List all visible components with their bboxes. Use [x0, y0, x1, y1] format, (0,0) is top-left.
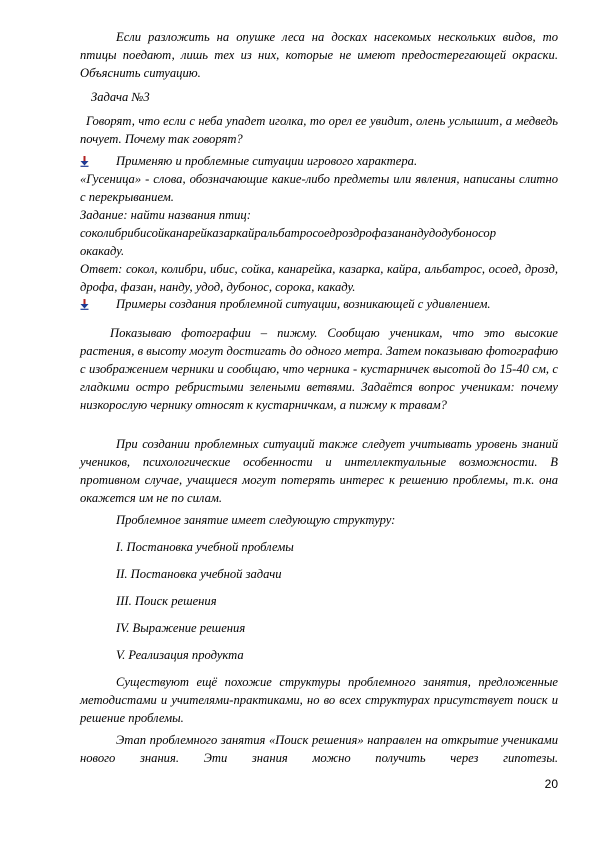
paragraph-search-solution: Этап проблемного занятия «Поиск решения» направлен на открытие учениками нового знания. Эти знания можно получить через гипотезы.: [80, 733, 558, 765]
page-number: 20: [544, 777, 558, 791]
paragraph-tansy-blueberry: Показываю фотографии – пижму. Сообщаю ученикам, что это высокие растения, в высоту могут достигать до одного метра. Затем показываю фотографию с изображением черники и сообщаю, что черника - кустарничек высотой до 15-40 см, с гладкими остро ребристыми зелеными ветвями. Задаётся вопрос ученикам: почему низкорослую чернику относят к кустарничкам, а пижму к травам?: [80, 326, 558, 412]
structure-item-5: V. Реализация продукта: [116, 648, 244, 662]
paragraph-similar-structures: Существуют ещё похожие структуры проблемного занятия, предложенные методистами и учителями-практиками, но во всех структурах присутствует поиск и решение проблемы.: [80, 675, 558, 725]
structure-item-1: I. Постановка учебной проблемы: [116, 540, 294, 554]
paragraph-knowledge-level: При создании проблемных ситуаций также следует учитывать уровень знаний учеников, психологические особенности и интеллектуальные возможности. В противном случае, учащиеся могут потерять интерес к решению проблемы, т.к. она окажется им не по силам.: [80, 437, 558, 505]
structure-item-2: II. Постановка учебной задачи: [116, 567, 282, 581]
structure-item-4: IV. Выражение решения: [116, 621, 246, 635]
bullet-game-situations: Применяю и проблемные ситуации игрового характера.: [116, 154, 418, 168]
down-arrow-bullet-icon: [80, 299, 89, 310]
letter-chain: [80, 224, 558, 260]
bullet-surprise-situations: Примеры создания проблемной ситуации, возникающей с удивлением.: [116, 297, 491, 311]
task-find-birds: Задание: найти названия птиц:: [80, 208, 251, 222]
down-arrow-bullet-icon: [80, 156, 89, 167]
task-title: Задача №3: [91, 90, 150, 104]
answer-birds: Ответ: сокол, колибри, ибис, сойка, канарейка, казарка, кайра, альбатрос, осоед, дрозд, дрофа, фазан, нанду, удод, дубонос, сорока, какаду.: [80, 262, 558, 294]
structure-intro: Проблемное занятие имеет следующую структуру:: [116, 513, 396, 527]
structure-item-3: III. Поиск решения: [116, 594, 217, 608]
paragraph-gusenica: «Гусеница» - слова, обозначающие какие-либо предметы или явления, написаны слитно с перекрыванием.: [80, 172, 558, 204]
paragraph-needle: Говорят, что если с неба упадет иголка, то орел ее увидит, олень услышит, а медведь почует. Почему так говорят?: [80, 114, 558, 146]
letter-chain-line-1: соколибрибисойканарейказаркайральбатросоедроздрофазанандудодубоносор: [80, 226, 497, 240]
paragraph-birds-insects: Если разложить на опушке леса на досках насекомых нескольких видов, то птицы поедают, лишь тех из них, которые не имеют предостерегающей окраски. Объяснить ситуацию.: [80, 30, 558, 80]
letter-chain-line-2: окакаду.: [80, 244, 125, 258]
